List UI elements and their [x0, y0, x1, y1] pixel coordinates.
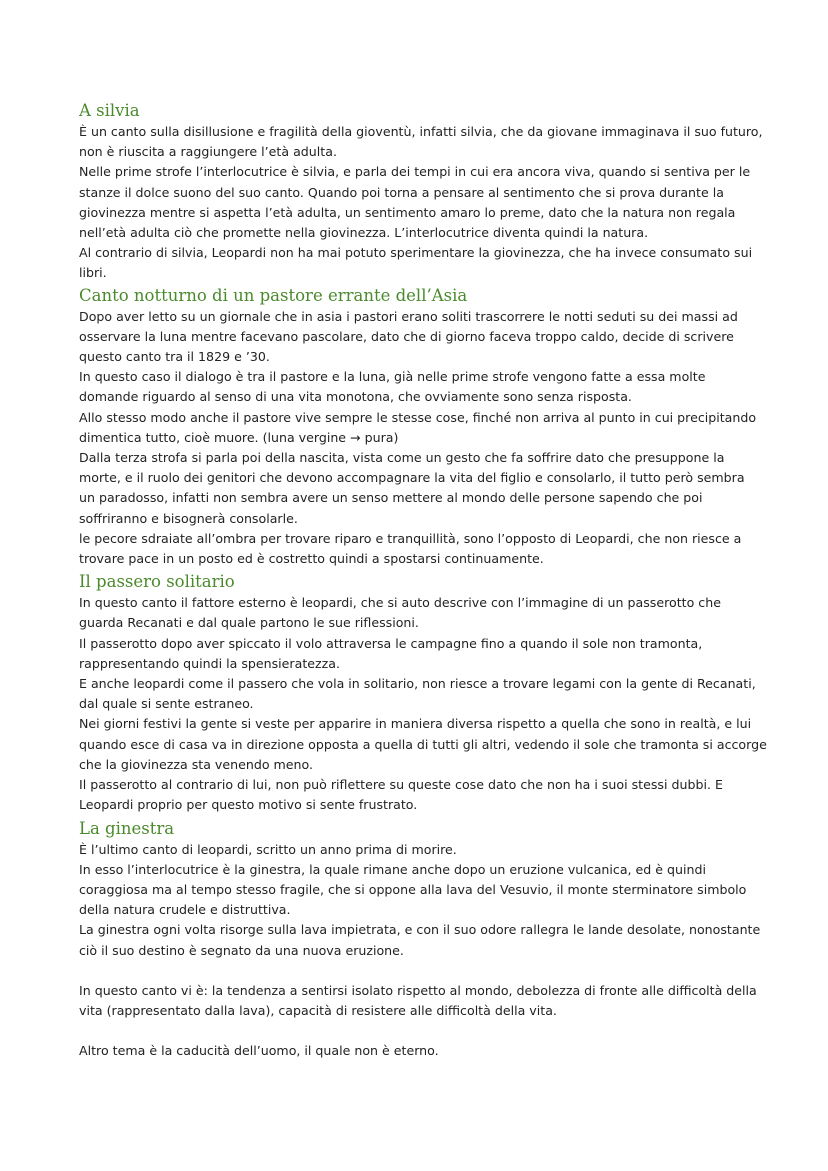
section-heading-canto-notturno: Canto notturno di un pastore errante dell’Asia — [79, 285, 468, 305]
document-page — [79, 96, 767, 1061]
paragraph-spacer — [79, 961, 751, 981]
section-heading-passero-solitario: Il passero solitario — [79, 572, 235, 592]
text-line: Dalla terza strofa si parla poi della nascita, vista come un gesto che fa soffrire dato che presuppone la — [79, 450, 725, 466]
text-line: quando esce di casa va in direzione opposta a quella di tutti gli altri, vedendo il sole che tramonta si accorge — [79, 736, 767, 752]
text-line: Nelle prime strofe l’interlocutrice è silvia, e parla dei tempi in cui era ancora viva, quando si sentiva per le — [79, 164, 751, 180]
text-line: libri. — [79, 265, 107, 281]
text-line: guarda Recanati e dal quale partono le sue riflessioni. — [79, 615, 419, 631]
text-line: Il passerotto dopo aver spiccato il volo attraversa le campagne fino a quando il sole non tramonta, — [79, 635, 703, 651]
text-line: In questo caso il dialogo è tra il pastore e la luna, già nelle prime strofe vengono fatte a essa molte — [79, 369, 706, 385]
text-line: Altro tema è la caducità dell’uomo, il quale non è eterno. — [79, 1043, 439, 1059]
text-line: questo canto tra il 1829 e ’30. — [79, 349, 270, 365]
text-line: dal quale si sente estraneo. — [79, 696, 254, 712]
text-line: Allo stesso modo anche il pastore vive sempre le stesse cose, finché non arriva al punto in cui precipitando — [79, 409, 757, 425]
text-line: rappresentando quindi la spensieratezza. — [79, 655, 340, 671]
text-line: stanze il dolce suono del suo canto. Quando poi torna a pensare al sentimento che si prova durante la — [79, 184, 724, 200]
text-line: dimentica tutto, cioè muore. (luna vergine → pura) — [79, 429, 399, 445]
section-heading-la-ginestra: La ginestra — [79, 818, 175, 838]
section-body-canto-notturno — [79, 307, 757, 570]
text-line: domande riguardo al senso di una vita monotona, che ovviamente sono senza risposta. — [79, 389, 632, 405]
text-line: giovinezza mentre si aspetta l’età adulta, un sentimento amaro lo preme, dato che la natura non regala — [79, 204, 736, 220]
text-line: vita (rappresentato dalla lava), capacità di resistere alle difficoltà della vita. — [79, 1002, 557, 1018]
text-line: che la giovinezza sta venendo meno. — [79, 756, 314, 772]
text-line: Il passerotto al contrario di lui, non può riflettere su queste cose dato che non ha i suoi stessi dubbi. E — [79, 777, 723, 793]
text-line: osservare la luna mentre facevano pascolare, dato che di giorno faceva troppo caldo, decide di scrivere — [79, 328, 734, 344]
section-heading-a-silvia: A silvia — [79, 101, 140, 120]
text-line: In questo canto vi è: la tendenza a sentirsi isolato rispetto al mondo, debolezza di fronte alle difficoltà della — [79, 982, 757, 998]
text-line: La ginestra ogni volta risorge sulla lava impietrata, e con il suo odore rallegra le lande desolate, nonostante — [79, 922, 761, 938]
text-line: le pecore sdraiate all’ombra per trovare riparo e tranquillità, sono l’opposto di Leopardi, che non riesce a — [79, 530, 742, 546]
paragraph-spacer — [79, 1021, 751, 1041]
paragraph-themes — [79, 981, 757, 1021]
text-line: ciò il suo destino è segnato da una nuova eruzione. — [79, 942, 404, 958]
text-line: Nei giorni festivi la gente si veste per apparire in maniera diversa rispetto a quella che sono in realtà, e lui — [79, 716, 752, 732]
section-body-passero-solitario — [79, 593, 767, 815]
text-line: trovare pace in un posto ed è costretto quindi a spostarsi continuamente. — [79, 551, 544, 567]
section-body-la-ginestra — [79, 840, 761, 961]
text-line: non è riuscita a raggiungere l’età adulta. — [79, 144, 337, 160]
paragraph-caducity — [79, 1041, 751, 1061]
text-line: Leopardi proprio per questo motivo si sente frustrato. — [79, 797, 418, 813]
text-line: della natura crudele e distruttiva. — [79, 902, 291, 918]
text-line: nell’età adulta ciò che promette nella giovinezza. L’interlocutrice diventa quindi la natura. — [79, 225, 649, 241]
text-line: Al contrario di silvia, Leopardi non ha mai potuto sperimentare la giovinezza, che ha invece consumato sui — [79, 245, 753, 261]
text-line: In questo canto il fattore esterno è leopardi, che si auto descrive con l’immagine di un passerotto che — [79, 595, 721, 611]
text-line: soffriranno e bisognerà consolarle. — [79, 510, 298, 526]
text-line: È l’ultimo canto di leopardi, scritto un anno prima di morire. — [79, 841, 457, 857]
text-line: E anche leopardi come il passero che vola in solitario, non riesce a trovare legami con la gente di Recanati, — [79, 676, 756, 692]
text-line: coraggiosa ma al tempo stesso fragile, che si oppone alla lava del Vesuvio, il monte sterminatore simbolo — [79, 881, 747, 897]
text-line: morte, e il ruolo dei genitori che devono accompagnare la vita del figlio e consolarlo, il tutto però sembra — [79, 470, 745, 486]
text-line: È un canto sulla disillusione e fragilità della gioventù, infatti silvia, che da giovane immaginava il suo futuro, — [79, 124, 763, 139]
text-line: un paradosso, infatti non sembra avere un senso mettere al mondo delle persone sapendo che poi — [79, 490, 703, 506]
text-line: In esso l’interlocutrice è la ginestra, la quale rimane anche dopo un eruzione vulcanica, ed è quindi — [79, 861, 707, 877]
text-line: Dopo aver letto su un giornale che in asia i pastori erano soliti trascorrere le notti seduti su dei massi ad — [79, 308, 738, 324]
section-body-a-silvia — [79, 122, 763, 284]
